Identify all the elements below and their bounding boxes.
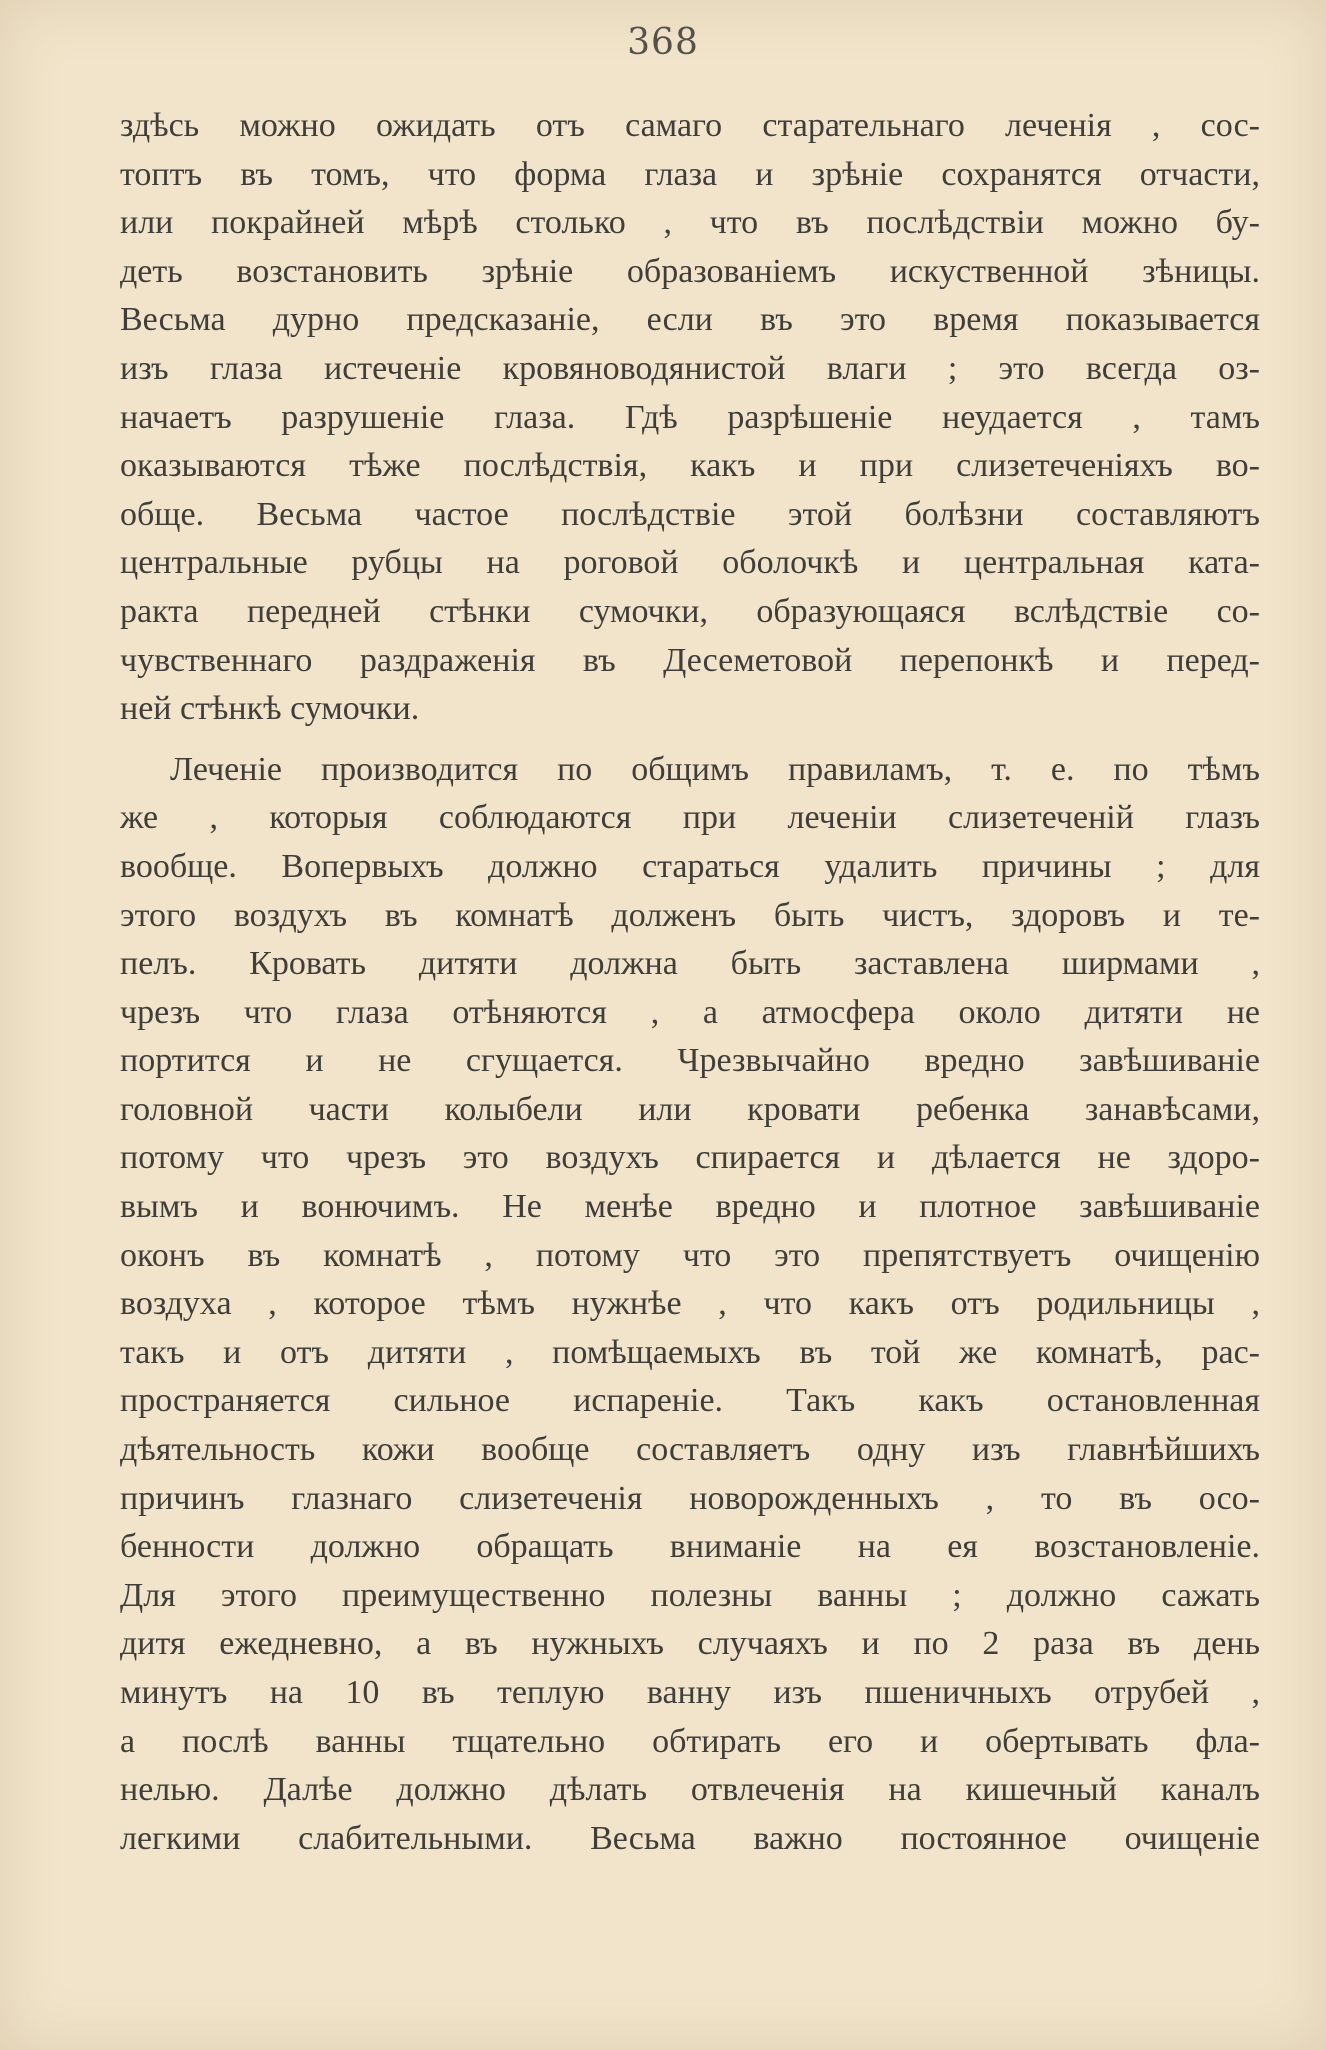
- text-line: ракта передней стѣнки сумочки, образующаяся вслѣдствіе со-: [120, 592, 1260, 630]
- text-line: пространяется сильное испареніе. Такъ какъ остановленная: [120, 1382, 1260, 1420]
- paragraph: [120, 746, 1260, 1864]
- text-line: здѣсь можно ожидать отъ самаго старательнаго леченія , сос-: [120, 107, 1260, 144]
- text-line: потому что чрезъ это воздухъ спирается и дѣлается не здоро-: [120, 1139, 1260, 1177]
- text-line: головной части колыбели или кровати ребенка занавѣсами,: [120, 1090, 1260, 1128]
- text-line: Леченіе производится по общимъ правиламъ, т. е. по тѣмъ: [170, 750, 1260, 788]
- text-line: вымъ и вонючимъ. Не менѣе вредно и плотное завѣшиваніе: [120, 1188, 1260, 1226]
- text-line: легкими слабительными. Весьма важно постоянное очищеніе: [120, 1819, 1260, 1857]
- text-line: портится и не сгущается. Чрезвычайно вредно завѣшиваніе: [120, 1042, 1260, 1080]
- text-line: а послѣ ванны тщательно обтирать его и обертывать фла-: [120, 1722, 1260, 1760]
- text-line: пелъ. Кровать дитяти должна быть заставлена ширмами ,: [120, 945, 1260, 983]
- text-line: оказываются тѣже послѣдствія, какъ и при слизетеченіяхъ во-: [120, 447, 1260, 485]
- text-line: бенности должно обращать вниманіе на ея возстановленіе.: [120, 1528, 1260, 1566]
- text-line: Для этого преимущественно полезны ванны ; должно сажать: [120, 1576, 1260, 1614]
- text-line: начаетъ разрушеніе глаза. Гдѣ разрѣшеніе неудается , тамъ: [120, 398, 1260, 436]
- text-line: центральные рубцы на роговой оболочкѣ и центральная ката-: [120, 544, 1260, 582]
- paragraph-gap: [120, 734, 1260, 746]
- text-line: Весьма дурно предсказаніе, если въ это время показывается: [120, 301, 1260, 339]
- text-line: чрезъ что глаза отѣняются , а атмосфера около дитяти не: [120, 993, 1260, 1031]
- text-line: такъ и отъ дитяти , помѣщаемыхъ въ той же комнатѣ, рас-: [120, 1333, 1260, 1371]
- text-line: ней стѣнкѣ сумочки.: [120, 690, 420, 728]
- text-line: обще. Весьма частое послѣдствіе этой болѣзни составляютъ: [120, 495, 1260, 533]
- page-number: 368: [627, 22, 699, 63]
- text-line: изъ глаза истеченіе кровяноводянистой влаги ; это всегда оз-: [120, 349, 1260, 387]
- text-line: этого воздухъ въ комнатѣ долженъ быть чистъ, здоровъ и те-: [120, 896, 1260, 934]
- text-line: или покрайней мѣрѣ столько , что въ послѣдствіи можно бу-: [120, 204, 1260, 242]
- body-text: [120, 102, 1260, 1863]
- text-line: чувственнаго раздраженія въ Десеметовой перепонкѣ и перед-: [120, 641, 1260, 679]
- paragraph: [120, 102, 1260, 734]
- text-line: минутъ на 10 въ теплую ванну изъ пшеничныхъ отрубей ,: [120, 1674, 1260, 1711]
- text-line: деть возстановить зрѣніе образованіемъ искуственной зѣницы.: [120, 252, 1260, 290]
- text-line: причинъ глазнаго слизетеченія новорожденныхъ , то въ осо-: [120, 1479, 1260, 1517]
- text-line: топтъ въ томъ, что форма глаза и зрѣніе сохранятся отчасти,: [120, 155, 1260, 193]
- text-line: воздуха , которое тѣмъ нужнѣе , что какъ отъ родильницы ,: [120, 1285, 1260, 1323]
- text-line: вообще. Вопервыхъ должно стараться удалить причины ; для: [120, 847, 1260, 885]
- text-line: оконъ въ комнатѣ , потому что это препятствуетъ очищенію: [120, 1236, 1260, 1274]
- text-line: дитя ежедневно, а въ нужныхъ случаяхъ и по 2 раза въ день: [120, 1625, 1260, 1663]
- text-line: же , которыя соблюдаются при леченіи слизетеченій глазъ: [120, 799, 1260, 837]
- text-line: дѣятельность кожи вообще составляетъ одну изъ главнѣйшихъ: [120, 1431, 1260, 1469]
- text-line: нелью. Далѣе должно дѣлать отвлеченія на кишечный каналъ: [120, 1771, 1260, 1809]
